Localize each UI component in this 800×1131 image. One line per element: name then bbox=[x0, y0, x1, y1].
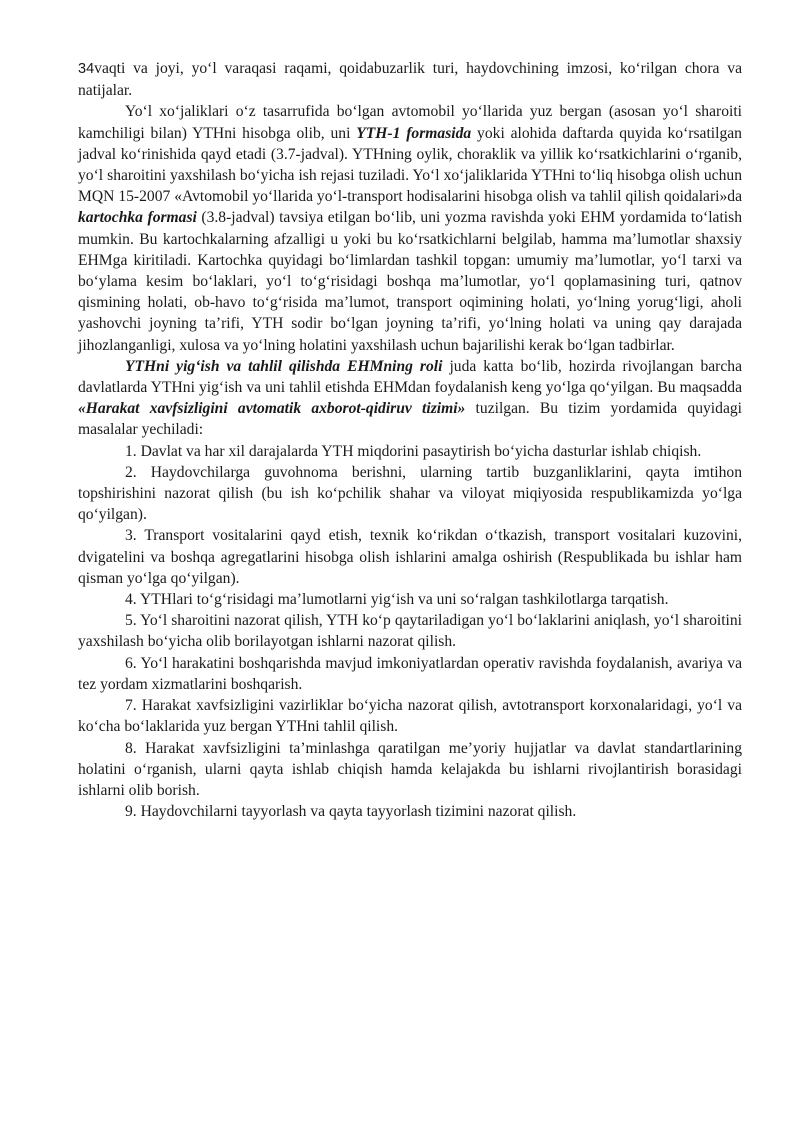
list-item: 7. Harakat xavfsizligini vazirliklar bo‘yicha nazorat qilish, avtotransport korxonalaridagi, yo‘l va ko‘cha bo‘laklarida yuz bergan YTHni tahlil qilish. bbox=[78, 697, 742, 736]
emphasis-card-form: kartochka formasi bbox=[78, 209, 197, 227]
paragraph-continuation bbox=[78, 58, 742, 101]
paragraph-ehm-role bbox=[78, 356, 742, 441]
emphasis-yth1-form: YTH-1 formasida bbox=[356, 124, 472, 142]
text-run: tuzilgan. Bu tizim yordamida quyidagi masalalar yechiladi: bbox=[78, 400, 742, 439]
document-page bbox=[78, 58, 742, 822]
list-item: 1. Davlat va har xil darajalarda YTH miqdorini pasaytirish bo‘yicha dasturlar ishlab chiqish. bbox=[125, 442, 702, 460]
list-item: 5. Yo‘l sharoitini nazorat qilish, YTH ko‘p qaytariladigan yo‘l bo‘laklarini aniqlash, yo‘l sharoitini yaxshilash bo‘yicha olib borilayotgan ishlarni nazorat qilish. bbox=[78, 612, 742, 651]
list-item: 9. Haydovchilarni tayyorlash va qayta tayyorlash tizimini nazorat qilish. bbox=[125, 803, 577, 821]
text-run: juda katta bo‘lib, hozirda rivojlangan barcha davlatlarda YTHni yig‘ish va uni tahlil etishda EHMdan foydalanish keng yo‘lga qo‘yilgan. Bu maqsadda bbox=[78, 357, 742, 397]
paragraph-text: vaqti va joyi, yo‘l varaqasi raqami, qoidabuzarlik turi, haydovchining imzosi, ko‘rilgan chora va natijalar. bbox=[78, 60, 742, 100]
text-run: (3.8-jadval) tavsiya etilgan bo‘lib, uni yozma ravishda yoki EHM yordamida to‘latish mumkin. Bu kartochkalarning afzalligi u yoki bu ko‘rsatkichlarni belgilab, hamma ma’lumotlar shaxsiy EHMga kiritiladi. Kartochka quyidagi bo‘limlardan tashkil topgan: umumiy ma’lumotlar, yo‘l tarxi va bo‘ylama kesim bo‘laklari, yo‘l to‘g‘risidagi boshqa ma’lumotlar, yo‘l qoplamasining turi, qatnov qismining holati, ob-havo to‘g‘risida ma’lumot, transport oqimining holati, yo‘lning yorug‘ligi, aholi yashovchi joyning ta’rifi, YTH sodir bo‘lgan joyning ta’rifi, yo‘lning holati va uning qay darajada jihozlanganligi, xulosa va yo‘lning holatini yaxshilash uchun bajarilishi kerak bo‘lgan tadbirlar. bbox=[78, 209, 742, 354]
emphasis-ehm-role: YTHni yig‘ish va tahlil qilishda EHMning roli bbox=[125, 357, 443, 375]
list-item: 2. Haydovchilarga guvohnoma berishni, ularning tartib buzganliklarini, qayta imtihon topshirishini nazorat qilish (bu ish ko‘pchilik shahar va viloyat miqiyosida respublikamizda yo‘lga qo‘yilgan). bbox=[78, 463, 742, 524]
emphasis-system-name: «Harakat xavfsizligini avtomatik axborot-qidiruv tizimi» bbox=[78, 400, 466, 418]
list-item: 4. YTHlari to‘g‘risidagi ma’lumotlarni yig‘ish va uni so‘ralgan tashkilotlarga tarqatish. bbox=[125, 591, 669, 609]
text-run: Yo‘l xo‘jaliklari o‘z tasarrufida bo‘lgan avtomobil yo‘llarida yuz bergan (asosan yo‘l sharoiti kamchiligi bilan) YTHni hisobga olib, uni bbox=[78, 103, 742, 142]
text-run: yoki alohida daftarda quyida ko‘rsatilgan jadval ko‘rinishida qayd etadi (3.7-jadval). YTHning oylik, choraklik va yillik ko‘rsatkichlarini o‘rganib, yo‘l sharoitini yaxshilash bo‘yicha ish rejasi tuziladi. Yo‘l xo‘jaliklarida YTHni to‘liq hisobga olish uchun MQN 15-2007 «Avtomobil yo‘llarida yo‘l-transport hodisalarini hisobga olish va tahlil qilish qoidalari»da bbox=[78, 124, 742, 206]
list-item: 3. Transport vositalarini qayd etish, texnik ko‘rikdan o‘tkazish, transport vositalari kuzovini, dvigatelini va boshqa agregatlarini hisobga olish ishlarini amalga oshirish (Respublikada bu ishlar ham qisman yo‘lga qo‘yilgan). bbox=[78, 527, 742, 587]
page-number: 34 bbox=[78, 61, 95, 77]
paragraph-road-accounting bbox=[78, 101, 742, 355]
list-item: 6. Yo‘l harakatini boshqarishda mavjud imkoniyatlardan operativ ravishda foydalanish, avariya va tez yordam xizmatlarini boshqarish. bbox=[78, 654, 742, 693]
list-item: 8. Harakat xavfsizligini ta’minlashga qaratilgan me’yoriy hujjatlar va davlat standartlarining holatini o‘rganish, ularni qayta ishlab chiqish hamda kelajakda bu ishlarni rivojlantirish borasidagi ishlarni olib borish. bbox=[78, 739, 742, 799]
